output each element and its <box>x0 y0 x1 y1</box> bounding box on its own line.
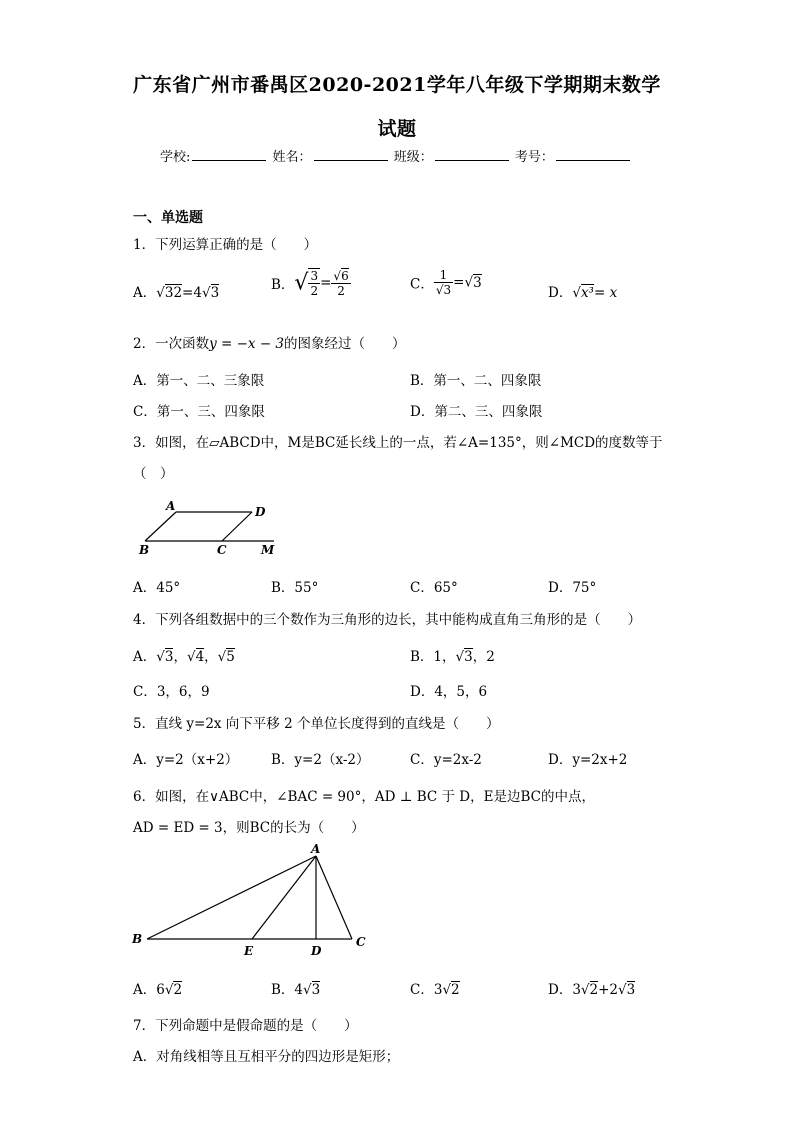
q5-option-a[interactable]: A．y=2（x+2） <box>133 752 239 768</box>
q1-option-a[interactable]: A．√32=4√3 <box>133 285 220 301</box>
fraction: $\frac{3}{2}$ <box>310 269 319 298</box>
label-c: C <box>217 543 227 557</box>
label-e: E <box>244 944 254 958</box>
section-title: 一、单选题 <box>133 210 203 226</box>
q7-option-a[interactable]: A．对角线相等且互相平分的四边形是矩形； <box>133 1049 400 1065</box>
option-label: C． <box>410 276 434 293</box>
label-b: B <box>132 932 143 946</box>
option-label: D． <box>548 285 573 301</box>
question-5-stem: 5．直线 y=2x 向下平移 2 个单位长度得到的直线是（ ） <box>133 716 500 732</box>
q4-option-c[interactable]: C．3，6，9 <box>133 684 210 700</box>
q3-option-a[interactable]: A．45° <box>133 580 181 596</box>
q1-option-b[interactable]: B．√ $\frac{3}{2}$ = $\frac{√6}{2}$ <box>271 268 349 298</box>
class-blank[interactable] <box>435 147 509 161</box>
q5-option-c[interactable]: C．y=2x-2 <box>410 752 482 768</box>
q5-option-d[interactable]: D．y=2x+2 <box>548 752 628 768</box>
exam-title: 广东省广州市番禺区2020-2021学年八年级下学期期末数学 <box>133 74 661 96</box>
q5-option-b[interactable]: B．y=2（x-2） <box>271 752 370 768</box>
school-blank[interactable] <box>192 147 266 161</box>
q6-option-c[interactable]: C．3√2 <box>410 982 460 998</box>
option-label: A． <box>133 285 157 301</box>
question-3-stem-line2: （ ） <box>133 466 174 482</box>
exam-title-line2: 试题 <box>377 118 417 140</box>
q1-option-d[interactable]: D．√x³= x <box>548 285 618 301</box>
segment-ae <box>252 856 316 939</box>
segment-ab <box>145 512 176 541</box>
label-d: D <box>255 505 266 519</box>
q2-option-d[interactable]: D．第二、三、四象限 <box>410 404 543 420</box>
label-b: B <box>139 543 150 557</box>
question-6-stem: 6．如图，在∨ABC中，∠BAC = 90°，AD ⊥ BC 于 D，E是边BC的中点， <box>133 789 595 805</box>
segment-dc <box>222 512 252 541</box>
school-label: 学校: <box>160 150 191 165</box>
q6-option-b[interactable]: B．4√3 <box>271 982 321 998</box>
segment-ab <box>147 856 316 939</box>
question-2-stem: 2．一次函数y = −x − 3的图象经过（ ） <box>133 336 406 352</box>
segment-ac <box>316 856 352 939</box>
question-6-stem-line2: AD = ED = 3，则BC的长为（ ） <box>133 820 365 836</box>
label-c: C <box>356 935 366 949</box>
q3-option-b[interactable]: B．55° <box>271 580 319 596</box>
q2-option-a[interactable]: A．第一、二、三象限 <box>133 373 265 389</box>
q4-option-a[interactable]: A．√3，√4，√5 <box>133 649 235 665</box>
right-triangle-figure <box>130 838 375 963</box>
question-4-stem: 4．下列各组数据中的三个数作为三角形的边长，其中能构成直角三角形的是（ ） <box>133 612 642 628</box>
q6-option-d[interactable]: D．3√2+2√3 <box>548 982 636 998</box>
radicand: 32 <box>164 285 183 301</box>
equals: = <box>320 275 332 291</box>
fraction: $\frac{1}{√3}$ <box>435 268 452 297</box>
label-a: A <box>166 499 176 513</box>
q2-option-b[interactable]: B．第一、二、四象限 <box>410 373 542 389</box>
student-info-row <box>160 146 632 165</box>
q6-option-a[interactable]: A．6√2 <box>133 982 183 998</box>
q4-option-d[interactable]: D．4，5，6 <box>410 684 488 700</box>
fraction: $\frac{√6}{2}$ <box>333 268 349 298</box>
q3-option-c[interactable]: C．65° <box>410 580 458 596</box>
question-3-stem: 3．如图，在▱ABCD中，M是BC延长线上的一点，若∠A=135°，则∠MCD的度数等于 <box>133 435 663 451</box>
q4-option-b[interactable]: B．1，√3，2 <box>410 649 495 665</box>
q2-option-c[interactable]: C．第一、三、四象限 <box>133 404 265 420</box>
equals: = <box>453 274 465 291</box>
label-d: D <box>311 944 322 958</box>
question-1-stem: 1．下列运算正确的是（ ） <box>133 237 318 253</box>
equals: =4 <box>182 285 202 301</box>
parallelogram-figure <box>133 495 283 560</box>
label-a: A <box>311 842 321 856</box>
question-7-stem: 7．下列命题中是假命题的是（ ） <box>133 1018 358 1034</box>
radicand: 3 <box>210 285 220 301</box>
class-label: 班级： <box>393 150 433 165</box>
name-blank[interactable] <box>314 147 388 161</box>
name-label: 姓名： <box>272 150 312 165</box>
number-label: 考号： <box>514 150 554 165</box>
number-blank[interactable] <box>556 147 630 161</box>
q3-option-d[interactable]: D．75° <box>548 580 597 596</box>
label-m: M <box>261 543 275 557</box>
q1-option-c[interactable]: C． $\frac{1}{√3}$ =√3 <box>410 268 482 297</box>
option-label: B． <box>271 277 295 293</box>
